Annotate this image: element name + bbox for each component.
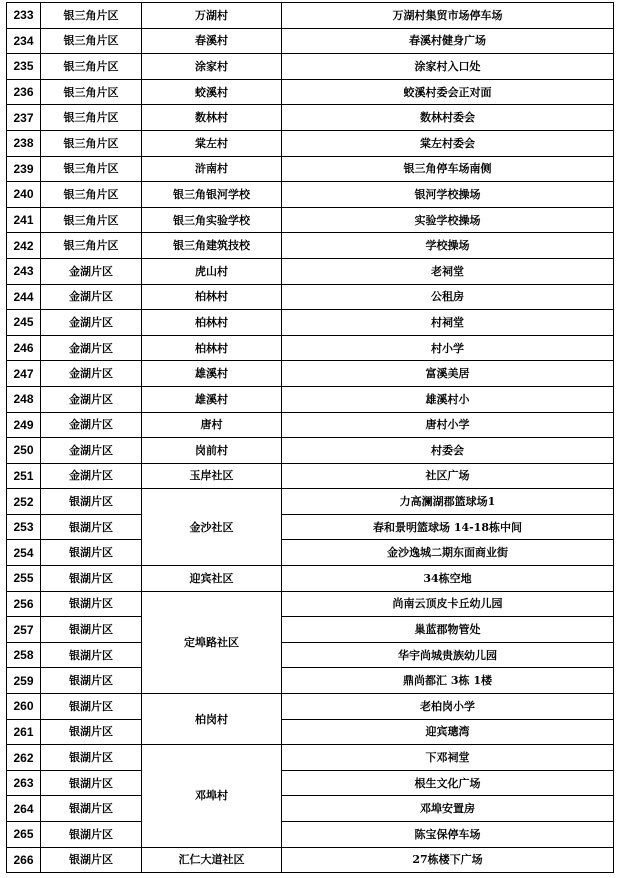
location-cell: 老柏岗小学	[282, 694, 614, 720]
unit-cell-merged: 邓埠村	[142, 745, 282, 847]
area-cell: 银湖片区	[41, 566, 142, 592]
table-row	[7, 847, 614, 873]
location-cell: 邓埠安置房	[282, 796, 614, 822]
row-number: 254	[7, 540, 41, 566]
table-row	[7, 258, 614, 284]
area-cell: 金湖片区	[41, 361, 142, 387]
area-cell: 银三角片区	[41, 156, 142, 182]
table-row	[7, 54, 614, 80]
area-cell: 金湖片区	[41, 463, 142, 489]
location-cell: 34栋空地	[282, 566, 614, 592]
table-row	[7, 591, 614, 617]
row-number: 264	[7, 796, 41, 822]
row-number: 251	[7, 463, 41, 489]
location-cell: 学校操场	[282, 233, 614, 259]
location-cell: 力高澜湖郡篮球场1	[282, 489, 614, 515]
unit-cell: 银三角建筑技校	[142, 233, 282, 259]
unit-cell: 银三角实验学校	[142, 207, 282, 233]
unit-cell: 浒南村	[142, 156, 282, 182]
table-row	[7, 310, 614, 336]
row-number: 266	[7, 847, 41, 873]
table-row	[7, 284, 614, 310]
row-number: 265	[7, 822, 41, 848]
row-number: 246	[7, 335, 41, 361]
table-row	[7, 514, 614, 540]
location-cell: 社区广场	[282, 463, 614, 489]
unit-cell: 雄溪村	[142, 361, 282, 387]
table-row	[7, 745, 614, 771]
row-number: 238	[7, 130, 41, 156]
location-cell: 实验学校操场	[282, 207, 614, 233]
location-cell: 村委会	[282, 438, 614, 464]
row-number: 259	[7, 668, 41, 694]
unit-cell-merged: 定埠路社区	[142, 591, 282, 693]
area-cell: 银三角片区	[41, 3, 142, 29]
area-cell: 金湖片区	[41, 284, 142, 310]
location-cell: 老祠堂	[282, 258, 614, 284]
unit-cell: 柏林村	[142, 310, 282, 336]
area-cell: 银三角片区	[41, 105, 142, 131]
row-number: 262	[7, 745, 41, 771]
area-cell: 银湖片区	[41, 847, 142, 873]
row-number: 240	[7, 182, 41, 208]
row-number: 261	[7, 719, 41, 745]
unit-cell: 万湖村	[142, 3, 282, 29]
unit-cell-merged: 金沙社区	[142, 489, 282, 566]
site-list-table	[6, 2, 614, 873]
location-cell: 27栋楼下广场	[282, 847, 614, 873]
area-cell: 银湖片区	[41, 694, 142, 720]
row-number: 242	[7, 233, 41, 259]
row-number: 235	[7, 54, 41, 80]
table-row	[7, 28, 614, 54]
table-row	[7, 386, 614, 412]
location-cell: 蛟溪村委会正对面	[282, 79, 614, 105]
table-row	[7, 412, 614, 438]
location-cell: 春溪村健身广场	[282, 28, 614, 54]
table-row	[7, 719, 614, 745]
unit-cell: 数林村	[142, 105, 282, 131]
table-row	[7, 566, 614, 592]
area-cell: 金湖片区	[41, 310, 142, 336]
unit-cell: 柏林村	[142, 335, 282, 361]
location-cell: 迎宾璁湾	[282, 719, 614, 745]
unit-cell: 岗前村	[142, 438, 282, 464]
row-number: 243	[7, 258, 41, 284]
row-number: 248	[7, 386, 41, 412]
table-row	[7, 105, 614, 131]
unit-cell: 唐村	[142, 412, 282, 438]
row-number: 239	[7, 156, 41, 182]
row-number: 245	[7, 310, 41, 336]
table-row	[7, 438, 614, 464]
row-number: 247	[7, 361, 41, 387]
row-number: 252	[7, 489, 41, 515]
table-row	[7, 822, 614, 848]
table-row	[7, 463, 614, 489]
row-number: 244	[7, 284, 41, 310]
location-cell: 华宇尚城贵族幼儿园	[282, 642, 614, 668]
row-number: 236	[7, 79, 41, 105]
location-cell: 雄溪村小	[282, 386, 614, 412]
table-row	[7, 335, 614, 361]
location-cell: 富溪美居	[282, 361, 614, 387]
area-cell: 银三角片区	[41, 28, 142, 54]
location-cell: 唐村小学	[282, 412, 614, 438]
table-row	[7, 540, 614, 566]
unit-cell: 虎山村	[142, 258, 282, 284]
unit-cell: 迎宾社区	[142, 566, 282, 592]
table-row	[7, 361, 614, 387]
area-cell: 银三角片区	[41, 54, 142, 80]
location-cell: 陈宝保停车场	[282, 822, 614, 848]
unit-cell: 玉岸社区	[142, 463, 282, 489]
row-number: 237	[7, 105, 41, 131]
location-cell: 村祠堂	[282, 310, 614, 336]
location-cell: 数林村委会	[282, 105, 614, 131]
table-row	[7, 156, 614, 182]
unit-cell: 银三角银河学校	[142, 182, 282, 208]
row-number: 257	[7, 617, 41, 643]
location-cell: 巢蓝郡物管处	[282, 617, 614, 643]
table-row	[7, 642, 614, 668]
unit-cell: 蛟溪村	[142, 79, 282, 105]
unit-cell: 雄溪村	[142, 386, 282, 412]
unit-cell: 柏林村	[142, 284, 282, 310]
unit-cell: 棠左村	[142, 130, 282, 156]
location-cell: 尚南云顶皮卡丘幼儿园	[282, 591, 614, 617]
row-number: 253	[7, 514, 41, 540]
table-row	[7, 489, 614, 515]
area-cell: 银三角片区	[41, 182, 142, 208]
table-row	[7, 207, 614, 233]
location-cell: 万湖村集贸市场停车场	[282, 3, 614, 29]
table-row	[7, 3, 614, 29]
table-row	[7, 233, 614, 259]
row-number: 250	[7, 438, 41, 464]
location-cell: 根生文化广场	[282, 770, 614, 796]
area-cell: 银湖片区	[41, 540, 142, 566]
table-row	[7, 796, 614, 822]
row-number: 260	[7, 694, 41, 720]
unit-cell: 春溪村	[142, 28, 282, 54]
location-cell: 鼎尚都汇 3栋 1楼	[282, 668, 614, 694]
area-cell: 银三角片区	[41, 79, 142, 105]
location-cell: 下邓祠堂	[282, 745, 614, 771]
row-number: 249	[7, 412, 41, 438]
unit-cell-merged: 柏岗村	[142, 694, 282, 745]
row-number: 258	[7, 642, 41, 668]
area-cell: 银三角片区	[41, 233, 142, 259]
area-cell: 金湖片区	[41, 335, 142, 361]
location-cell: 涂家村入口处	[282, 54, 614, 80]
area-cell: 金湖片区	[41, 438, 142, 464]
area-cell: 银湖片区	[41, 745, 142, 771]
location-cell: 银三角停车场南侧	[282, 156, 614, 182]
row-number: 263	[7, 770, 41, 796]
table-row	[7, 770, 614, 796]
area-cell: 银湖片区	[41, 514, 142, 540]
area-cell: 银三角片区	[41, 207, 142, 233]
location-cell: 春和景明篮球场 14-18栋中间	[282, 514, 614, 540]
area-cell: 银湖片区	[41, 796, 142, 822]
table-row	[7, 668, 614, 694]
area-cell: 银湖片区	[41, 489, 142, 515]
area-cell: 银湖片区	[41, 591, 142, 617]
area-cell: 银湖片区	[41, 770, 142, 796]
row-number: 256	[7, 591, 41, 617]
row-number: 255	[7, 566, 41, 592]
area-cell: 银三角片区	[41, 130, 142, 156]
location-cell: 棠左村委会	[282, 130, 614, 156]
area-cell: 银湖片区	[41, 642, 142, 668]
unit-cell: 汇仁大道社区	[142, 847, 282, 873]
area-cell: 银湖片区	[41, 668, 142, 694]
row-number: 234	[7, 28, 41, 54]
location-cell: 村小学	[282, 335, 614, 361]
unit-cell: 涂家村	[142, 54, 282, 80]
table-row	[7, 79, 614, 105]
area-cell: 金湖片区	[41, 386, 142, 412]
row-number: 241	[7, 207, 41, 233]
table-row	[7, 182, 614, 208]
location-cell: 金沙逸城二期东面商业街	[282, 540, 614, 566]
location-cell: 公租房	[282, 284, 614, 310]
table-row	[7, 130, 614, 156]
location-cell: 银河学校操场	[282, 182, 614, 208]
area-cell: 银湖片区	[41, 719, 142, 745]
table-row	[7, 617, 614, 643]
row-number: 233	[7, 3, 41, 29]
table-row	[7, 694, 614, 720]
area-cell: 金湖片区	[41, 412, 142, 438]
area-cell: 银湖片区	[41, 617, 142, 643]
area-cell: 银湖片区	[41, 822, 142, 848]
area-cell: 金湖片区	[41, 258, 142, 284]
